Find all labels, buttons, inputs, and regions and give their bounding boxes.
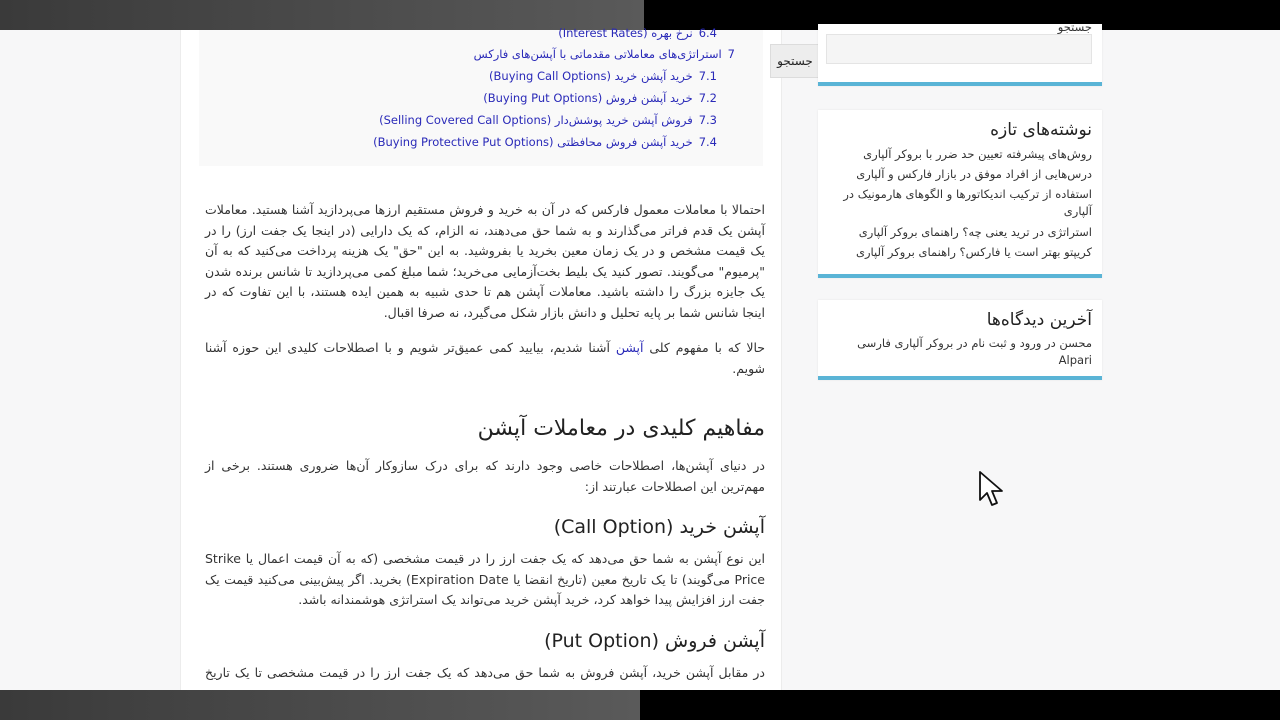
recent-post-item[interactable]: کریپتو بهتر است یا فارکس؟ راهنمای بروکر آلپاری: [855, 245, 1092, 259]
toc-number: 7.1: [698, 69, 717, 83]
toc-text: خرید آپشن فروش محافظتی (Buying Protective Put Options): [373, 135, 693, 149]
search-field-label: جستجو: [1057, 20, 1092, 34]
toc-number: 6.4: [698, 26, 717, 40]
main-content: [180, 26, 782, 690]
toc-number: 7: [727, 47, 735, 61]
toc-item-7-4[interactable]: [373, 135, 717, 149]
put-option-heading: آپشن فروش (Put Option): [544, 630, 765, 652]
recent-post-item[interactable]: استفاده از ترکیب اندیکاتورها و الگوهای هارمونیک در آلپاری: [843, 187, 1092, 218]
key-concepts-paragraph: در دنیای آپشن‌ها، اصطلاحات خاصی وجود دارند که برای درک سازوکار آن‌ها ضروری هستند. برخی از مهم‌ترین این اصطلاحات عبارتند از:: [205, 458, 765, 494]
put-option-paragraph: در مقابل آپشن خرید، آپشن فروش به شما حق می‌دهد که یک جفت ارز را در قیمت مشخصی تا یک تاریخ: [205, 665, 765, 680]
toc-number: 7.4: [698, 135, 717, 149]
recent-comments-title: آخرین دیدگاه‌ها: [986, 310, 1092, 330]
toc-number: 7.2: [698, 91, 717, 105]
table-of-contents: [199, 26, 763, 166]
recent-posts-title: نوشته‌های تازه: [990, 120, 1092, 140]
transition-paragraph: [205, 338, 765, 379]
key-concepts-heading: مفاهیم کلیدی در معاملات آپشن: [477, 416, 765, 441]
top-letterbox-left: [0, 0, 644, 30]
call-option-paragraph: این نوع آپشن به شما حق می‌دهد که یک جفت ارز را در قیمت مشخصی (که به آن قیمت اعمال یا Strike Price می‌گویند) تا یک تاریخ معین (تاریخ انقضا یا Expiration Date) بخرید. اگر پیش‌بینی می‌کنید قیمت یک جفت ارز افزایش پیدا خواهد کرد، خرید آپشن خرید می‌تواند یک استراتژی هوشمندانه باشد.: [205, 551, 765, 607]
toc-item-7[interactable]: [474, 47, 735, 61]
recent-post-item[interactable]: استراتژی در ترید یعنی چه؟ راهنمای بروکر آلپاری: [858, 225, 1092, 239]
toc-item-7-2[interactable]: [483, 91, 717, 105]
web-page: [0, 20, 1280, 690]
recent-posts-widget: [818, 110, 1102, 278]
search-widget: [818, 20, 1102, 86]
toc-item-7-3[interactable]: [379, 113, 717, 127]
intro-paragraph: احتمالا با معاملات معمول فارکس که در آن به خرید و فروش مستقیم ارزها می‌پردازید آشنا هستید. معاملات آپشن یک قدم فراتر می‌گذارند و به شما حق می‌دهند، نه الزام، که یک دارایی (در اینجا یک جفت ارز) را در یک قیمت مشخص و در یک زمان معین بخرید یا بفروشید. به این "حق" یک هزینه پرداخت می‌کنید که به آن "پرمیوم" می‌گویند. تصور کنید یک بلیط بخت‌آزمایی می‌خرید؛ شما مبلغ کمی می‌پردازید تا شانس برنده شدن یک جایزه بزرگ را داشته باشید. معاملات آپشن هم تا حدی شبیه به همین ایده هستند، با این تفاوت که در اینجا شانس شما بر پایه تحلیل و دانش بازار شکل می‌گیرد، نه صرفا اقبال.: [205, 202, 765, 320]
toc-text: استراتژی‌های معاملاتی مقدماتی با آپشن‌های فارکس: [473, 47, 722, 61]
transition-text-end: آشنا شدیم، بیایید کمی عمیق‌تر شویم و با اصطلاحات کلیدی این حوزه آشنا شویم.: [205, 340, 765, 376]
bottom-letterbox-left: [0, 690, 640, 720]
bottom-letterbox-right: [640, 690, 1280, 720]
toc-text: خرید آپشن فروش (Buying Put Options): [483, 91, 693, 105]
recent-post-item[interactable]: روش‌های پیشرفته تعیین حد ضرر با بروکر آلپاری: [863, 147, 1092, 161]
toc-text: خرید آپشن خرید (Buying Call Options): [489, 69, 693, 83]
recent-comment-item[interactable]: محسن در ورود و ثبت نام در بروکر آلپاری فارسی Alpari: [857, 336, 1092, 367]
toc-text: فروش آپشن خرید پوشش‌دار (Selling Covered Call Options): [379, 113, 693, 127]
toc-text: نرخ بهره (Interest Rates): [558, 26, 693, 40]
mouse-cursor-icon: [978, 470, 1004, 508]
toc-item-7-1[interactable]: [489, 69, 717, 83]
option-link[interactable]: آپشن: [615, 340, 644, 355]
toc-number: 7.3: [698, 113, 717, 127]
search-tab[interactable]: جستجو: [770, 44, 820, 78]
toc-item-6-4[interactable]: [558, 26, 717, 40]
search-input[interactable]: [826, 34, 1092, 64]
call-option-heading: آپشن خرید (Call Option): [553, 516, 765, 538]
transition-text-start: حالا که با مفهوم کلی: [643, 340, 765, 355]
recent-post-item[interactable]: درس‌هایی از افراد موفق در بازار فارکس و آلپاری: [856, 167, 1092, 181]
recent-comments-widget: [818, 300, 1102, 380]
